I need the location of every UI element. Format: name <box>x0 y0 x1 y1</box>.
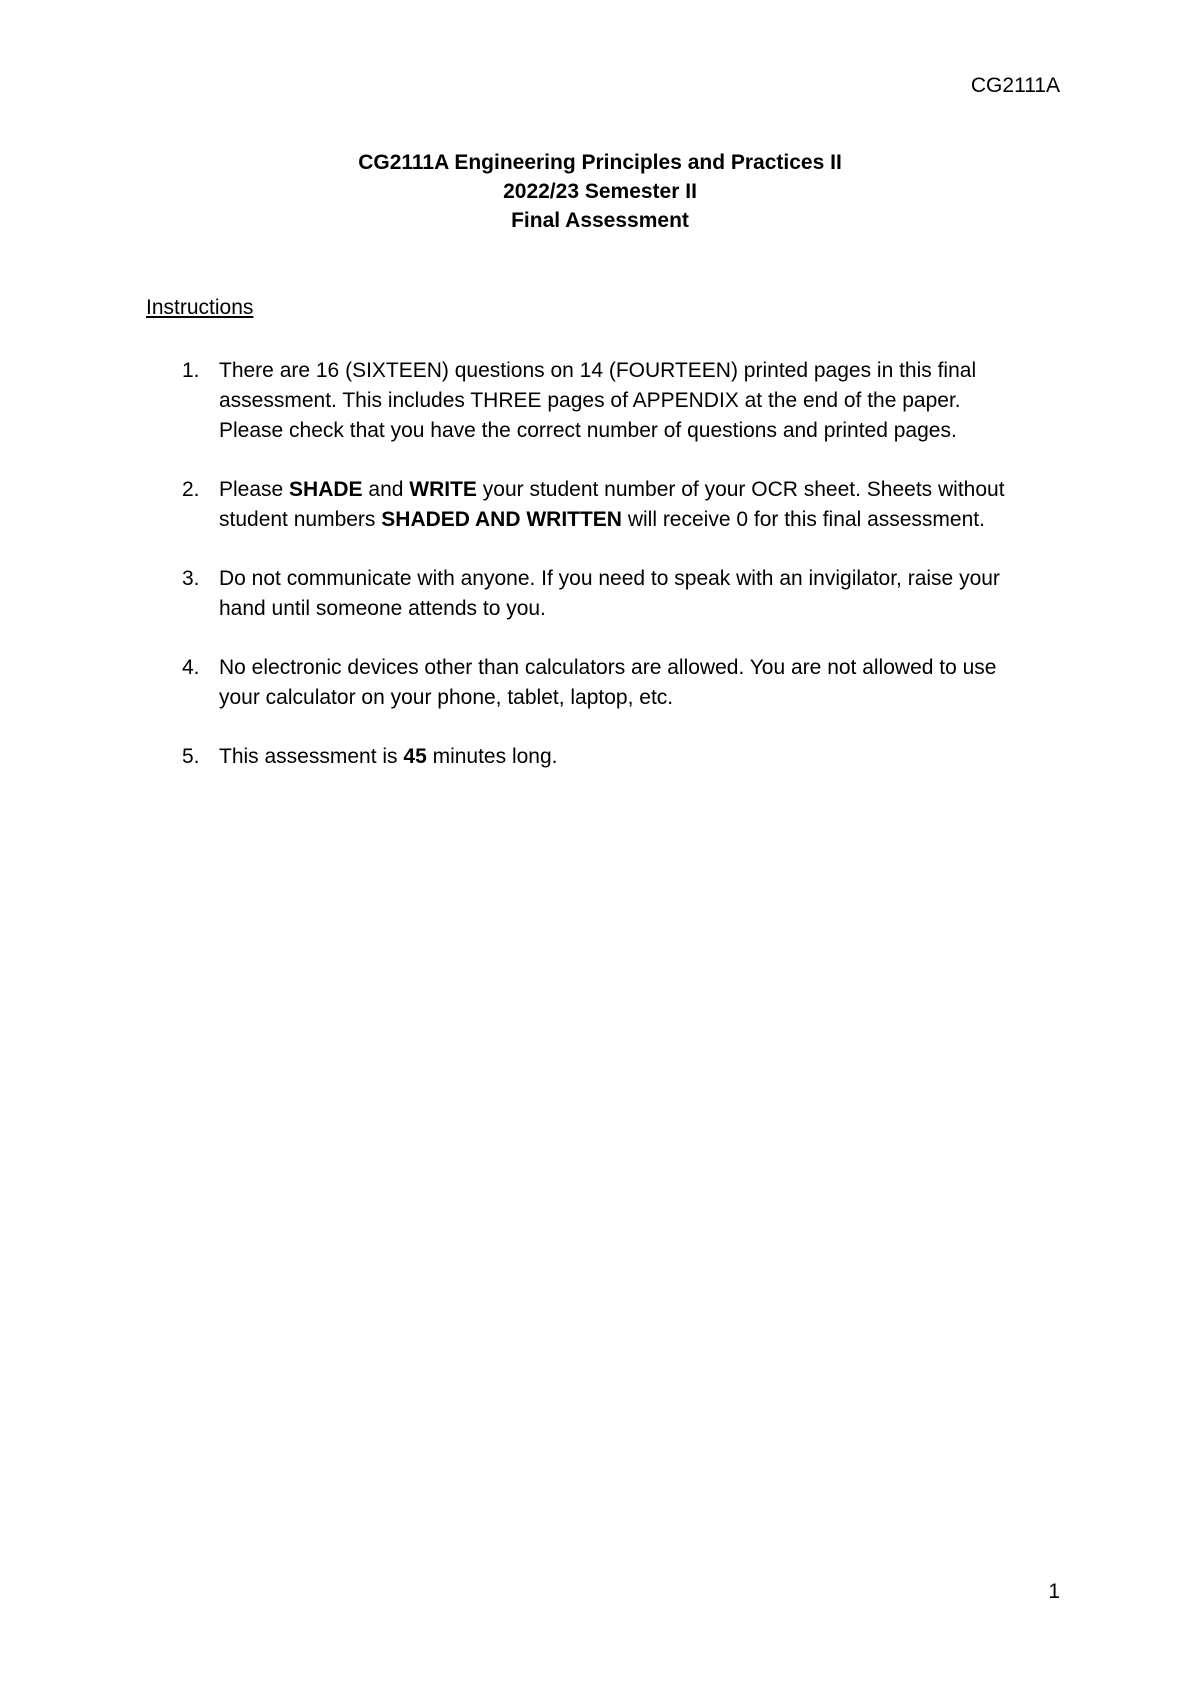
instruction-line <box>219 416 1076 446</box>
instruction-line <box>219 564 1076 594</box>
instruction-text-segment: There are 16 (SIXTEEN) questions on 14 (FOURTEEN) printed pages in this final <box>219 359 977 382</box>
instruction-text <box>219 653 1076 713</box>
emphasis-text: WRITE <box>409 478 477 501</box>
instruction-text-segment: No electronic devices other than calculators are allowed. You are not allowed to use <box>219 656 997 679</box>
instruction-text-segment: your student number of your OCR sheet. Sheets without <box>476 478 1005 501</box>
instruction-text-segment: hand until someone attends to you. <box>219 597 546 620</box>
instruction-text-segment: Please <box>219 478 290 501</box>
page-number: 1 <box>1048 1580 1060 1603</box>
instruction-line <box>219 653 1076 683</box>
instruction-text-segment: and <box>362 478 410 501</box>
instruction-text <box>219 742 1076 772</box>
instruction-line <box>219 356 1076 386</box>
instruction-text-segment: minutes long. <box>426 745 558 768</box>
document-title-block <box>0 148 1200 235</box>
instruction-text-segment: Do not communicate with anyone. If you need to speak with an invigilator, raise your <box>219 567 1000 590</box>
instruction-item <box>146 653 1076 713</box>
instruction-item <box>146 356 1076 446</box>
instruction-list <box>146 356 1076 801</box>
instructions-heading: Instructions <box>146 296 254 319</box>
instruction-number: 3. <box>182 567 200 590</box>
instruction-item <box>146 564 1076 624</box>
instruction-text-segment: This assessment is <box>219 745 404 768</box>
emphasis-text: SHADED AND WRITTEN <box>381 508 622 531</box>
instruction-line <box>219 505 1076 535</box>
instruction-text-segment: Please check that you have the correct number of questions and printed pages. <box>219 419 957 442</box>
instruction-line <box>219 594 1076 624</box>
instruction-text <box>219 564 1076 624</box>
instruction-text <box>219 356 1076 446</box>
instruction-line <box>219 742 1076 772</box>
instruction-number: 4. <box>182 656 200 679</box>
instruction-text-segment: assessment. This includes THREE pages of APPENDIX at the end of the paper. <box>219 389 961 412</box>
document-semester: 2022/23 Semester II <box>503 180 697 203</box>
instruction-text-segment: will receive 0 for this final assessment. <box>621 508 985 531</box>
document-subtitle: Final Assessment <box>511 209 689 232</box>
instruction-text-segment: your calculator on your phone, tablet, laptop, etc. <box>219 686 674 709</box>
instruction-text-segment: student numbers <box>219 508 382 531</box>
instruction-number: 5. <box>182 745 200 768</box>
instruction-item <box>146 742 1076 772</box>
instruction-line <box>219 683 1076 713</box>
page-header-course-code: CG2111A <box>970 74 1060 97</box>
document-title: CG2111A Engineering Principles and Practices II <box>358 151 842 174</box>
instruction-number: 2. <box>182 478 200 501</box>
instruction-text <box>219 475 1076 535</box>
emphasis-text: SHADE <box>289 478 363 501</box>
instruction-number: 1. <box>182 359 200 382</box>
instruction-item <box>146 475 1076 535</box>
emphasis-text: 45 <box>403 745 427 768</box>
instruction-line <box>219 386 1076 416</box>
instruction-line <box>219 475 1076 505</box>
